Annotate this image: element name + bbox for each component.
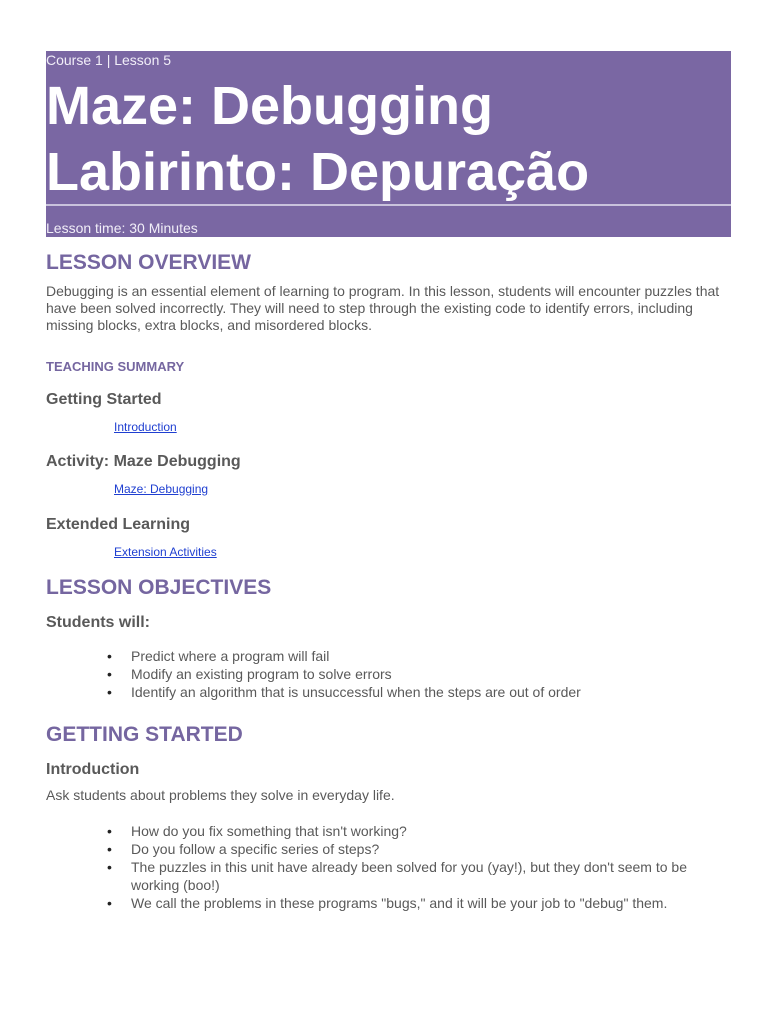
lesson-overview-text: Debugging is an essential element of learning to program. In this lesson, students will encounter puzzles that have been solved incorrectly. They will need to step through the existing code to identify errors, including missing blocks, extra blocks, and misordered blocks. xyxy=(46,283,720,333)
summary-group-title: Activity: Maze Debugging xyxy=(46,453,241,470)
lesson-title xyxy=(46,73,589,205)
banner-divider xyxy=(46,204,731,206)
lesson-content xyxy=(46,250,731,912)
extension-activities-link[interactable]: Extension Activities xyxy=(114,545,217,559)
teaching-summary-heading: TEACHING SUMMARY xyxy=(46,359,185,374)
introduction-subheading: Introduction xyxy=(46,761,140,778)
lesson-title-portuguese: Labirinto: Depuração xyxy=(46,142,590,202)
list-item: • We call the problems in these programs "bugs," and it will be your job to "debug" them. xyxy=(131,894,731,912)
students-will-subheading: Students will: xyxy=(46,614,150,631)
maze-debugging-link[interactable]: Maze: Debugging xyxy=(114,482,209,496)
summary-group-title: Extended Learning xyxy=(46,516,191,533)
list-item: • Predict where a program will fail xyxy=(131,647,731,665)
objectives-list xyxy=(46,647,731,701)
lesson-title-english: Maze: Debugging xyxy=(46,76,493,136)
introduction-link[interactable]: Introduction xyxy=(114,420,177,434)
introduction-text: Ask students about problems they solve in everyday life. xyxy=(46,787,395,803)
lesson-header-banner xyxy=(46,51,731,237)
list-item: • Modify an existing program to solve errors xyxy=(131,665,731,683)
summary-group-title: Getting Started xyxy=(46,391,162,408)
list-item: • The puzzles in this unit have already been solved for you (yay!), but they don't seem to be working (boo!) xyxy=(131,858,731,894)
list-item: • Do you follow a specific series of steps? xyxy=(131,840,731,858)
lesson-objectives-heading: LESSON OBJECTIVES xyxy=(46,576,272,599)
introduction-questions-list xyxy=(46,822,731,912)
lesson-time: Lesson time: 30 Minutes xyxy=(46,220,198,236)
list-item: • Identify an algorithm that is unsuccessful when the steps are out of order xyxy=(131,683,731,701)
lesson-overview-heading: LESSON OVERVIEW xyxy=(46,251,251,274)
getting-started-heading: GETTING STARTED xyxy=(46,723,243,746)
course-label: Course 1 | Lesson 5 xyxy=(46,52,172,68)
list-item: • How do you fix something that isn't working? xyxy=(131,822,731,840)
